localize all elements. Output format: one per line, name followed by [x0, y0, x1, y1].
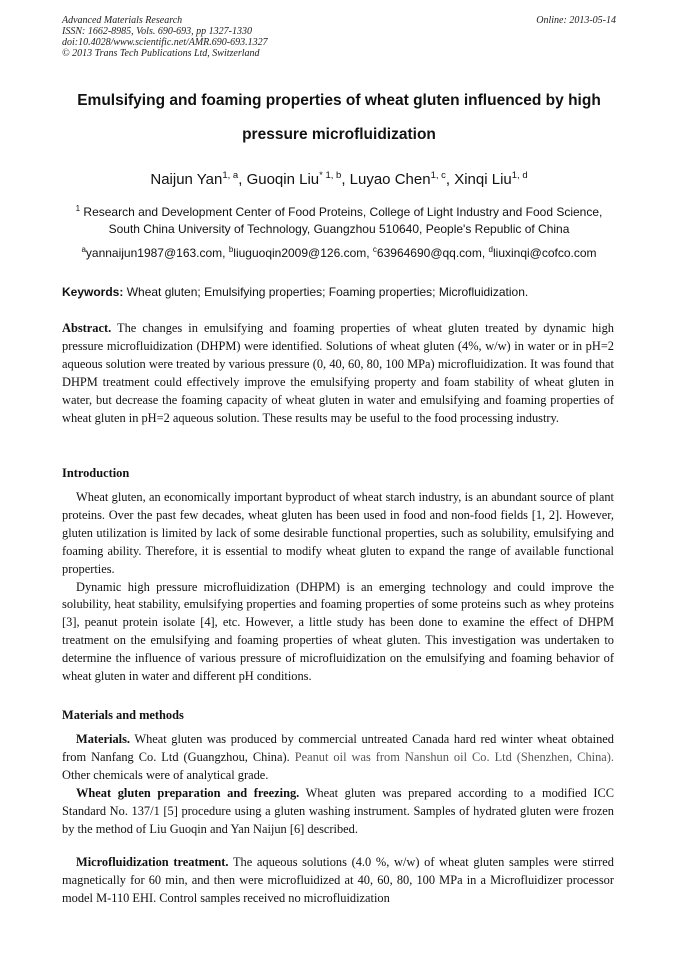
email-marker: d: [488, 245, 493, 254]
methods-body: [62, 731, 614, 838]
email-separator: ,: [366, 246, 373, 260]
email-separator: ,: [481, 246, 489, 260]
email-list: [40, 245, 638, 260]
microfluidization-paragraph: [62, 854, 614, 908]
preparation-text: Wheat gluten was prepared according to a modified ICC Standard No. 137/1 [5] procedure using a gluten washing instrument. Samples of hydrated gluten were frozen by the method of Liu Guoqin and Yan Naijun [6] described.: [62, 785, 614, 836]
introduction-paragraph-1: Wheat gluten, an economically important byproduct of wheat starch industry, is an abundant source of plant proteins. Over the past few decades, wheat gluten has been used in food and non-food fields [1, 2]. However, gluten utilization is limited by lack of some desirable functional properties, such as solubility, emulsifying and foaming ability. Therefore, it is essential to modify wheat gluten to expand the range of available functional properties.: [62, 490, 614, 576]
microfluidization-text: The aqueous solutions (4.0 %, w/w) of wheat gluten samples were stirred magnetically for 60 min, and then were microfluidized at 40, 60, 80, 100 MPa in a Microfluidizer processor model M-110 EHI. Control samples received no microfluidization: [62, 855, 614, 905]
email-address[interactable]: 63964690@qq.com: [376, 246, 482, 260]
doi-line: doi:10.4028/www.scientific.net/AMR.690-693.1327: [62, 37, 268, 48]
abstract-paragraph: [62, 320, 614, 427]
introduction-body: [62, 489, 614, 686]
email-separator: ,: [222, 246, 229, 260]
affiliation-line-2: South China University of Technology, Guangzhou 510640, People's Republic of China: [108, 222, 570, 236]
author-name: Naijun Yan: [150, 171, 223, 188]
paper-title-line-2: pressure microfluidization: [242, 126, 436, 143]
keywords: [62, 285, 528, 299]
author-affiliation-marker: 1, a: [222, 170, 239, 181]
abstract-label: Abstract.: [62, 321, 112, 335]
email-address[interactable]: liuguoqin2009@126.com: [233, 246, 367, 260]
preparation-paragraph: [62, 785, 614, 839]
affiliation-marker: 1: [75, 204, 81, 213]
materials-label: Materials.: [76, 732, 131, 746]
microfluidization-body: [62, 854, 614, 908]
materials-end-text: Other chemicals were of analytical grade.: [62, 767, 269, 782]
materials-text: Wheat gluten was produced by commercial untreated Canada hard red winter wheat obtained from Nanfang Co. Ltd (Guangzhou, China).: [62, 732, 614, 764]
abstract: [62, 320, 614, 427]
affiliation-line-1: [40, 204, 638, 219]
introduction-paragraph-2: Dynamic high pressure microfluidization (DHPM) is an emerging technology and could improve the solubility, heat stability, emulsifying properties and foaming properties of some proteins such as whey proteins [3], peanut protein isolate [4], etc. However, a little study has been done to examine the effect of DHPM treatment on the emulsifying and foaming properties of wheat gluten. This investigation was undertaken to determine the influence of various pressure of microfluidization on the emulsifying and foaming behavior of wheat gluten in water and different pH conditions.: [62, 579, 614, 684]
author-name: Luyao Chen: [349, 171, 431, 188]
author-list: [40, 170, 638, 188]
author-affiliation-marker: 1, c: [430, 170, 446, 181]
keywords-text: Wheat gluten; Emulsifying properties; Foaming properties; Microfluidization.: [123, 285, 529, 299]
author-separator: ,: [445, 171, 455, 188]
author-affiliation-marker: 1, d: [511, 170, 528, 181]
paper-title-line-1: Emulsifying and foaming properties of wheat gluten influenced by high: [77, 92, 601, 109]
affiliation-text: Research and Development Center of Food Proteins, College of Light Industry and Food Science,: [80, 205, 603, 219]
author-name: Guoqin Liu: [246, 171, 320, 188]
email-marker: b: [228, 245, 234, 254]
microfluidization-label: Microfluidization treatment.: [76, 855, 229, 869]
issn-line: ISSN: 1662-8985, Vols. 690-693, pp 1327-1330: [62, 26, 252, 37]
journal-name: Advanced Materials Research: [62, 15, 183, 26]
materials-oil-text: Peanut oil was from Nanshun oil Co. Ltd (Shenzhen, China).: [294, 749, 614, 764]
section-heading-introduction: Introduction: [62, 466, 130, 480]
author-separator: ,: [341, 171, 350, 188]
email-address[interactable]: liuxinqi@cofco.com: [492, 246, 597, 260]
author-name: Xinqi Liu: [454, 171, 512, 188]
keywords-label: Keywords:: [62, 285, 124, 299]
author-affiliation-marker: * 1, b: [319, 170, 342, 181]
journal-header: [62, 15, 268, 59]
email-marker: a: [81, 245, 86, 254]
online-date: Online: 2013-05-14: [536, 15, 616, 26]
materials-paragraph: [62, 731, 614, 785]
author-separator: ,: [238, 171, 247, 188]
email-marker: c: [372, 245, 377, 254]
section-heading-methods: Materials and methods: [62, 708, 184, 722]
abstract-text: The changes in emulsifying and foaming properties of wheat gluten treated by dynamic high pressure microfluidization (DHPM) were identified. Solutions of wheat gluten (4%, w/w) in water or in pH=2 aqueous solution were treated by various pressure (0, 40, 60, 80, 100 MPa) microfluidization. It was found that DHPM treatment could effectively improve the emulsifying property and foam stability of wheat gluten in water, but decrease the foaming capacity of wheat gluten in water and emulsifying and foaming properties of wheat gluten in pH=2 aqueous solution. These results may be useful to the food processing industry.: [62, 321, 614, 425]
preparation-label: Wheat gluten preparation and freezing.: [76, 785, 300, 800]
copyright-line: © 2013 Trans Tech Publications Ltd, Switzerland: [62, 48, 260, 59]
email-address[interactable]: yannaijun1987@163.com: [85, 246, 223, 260]
